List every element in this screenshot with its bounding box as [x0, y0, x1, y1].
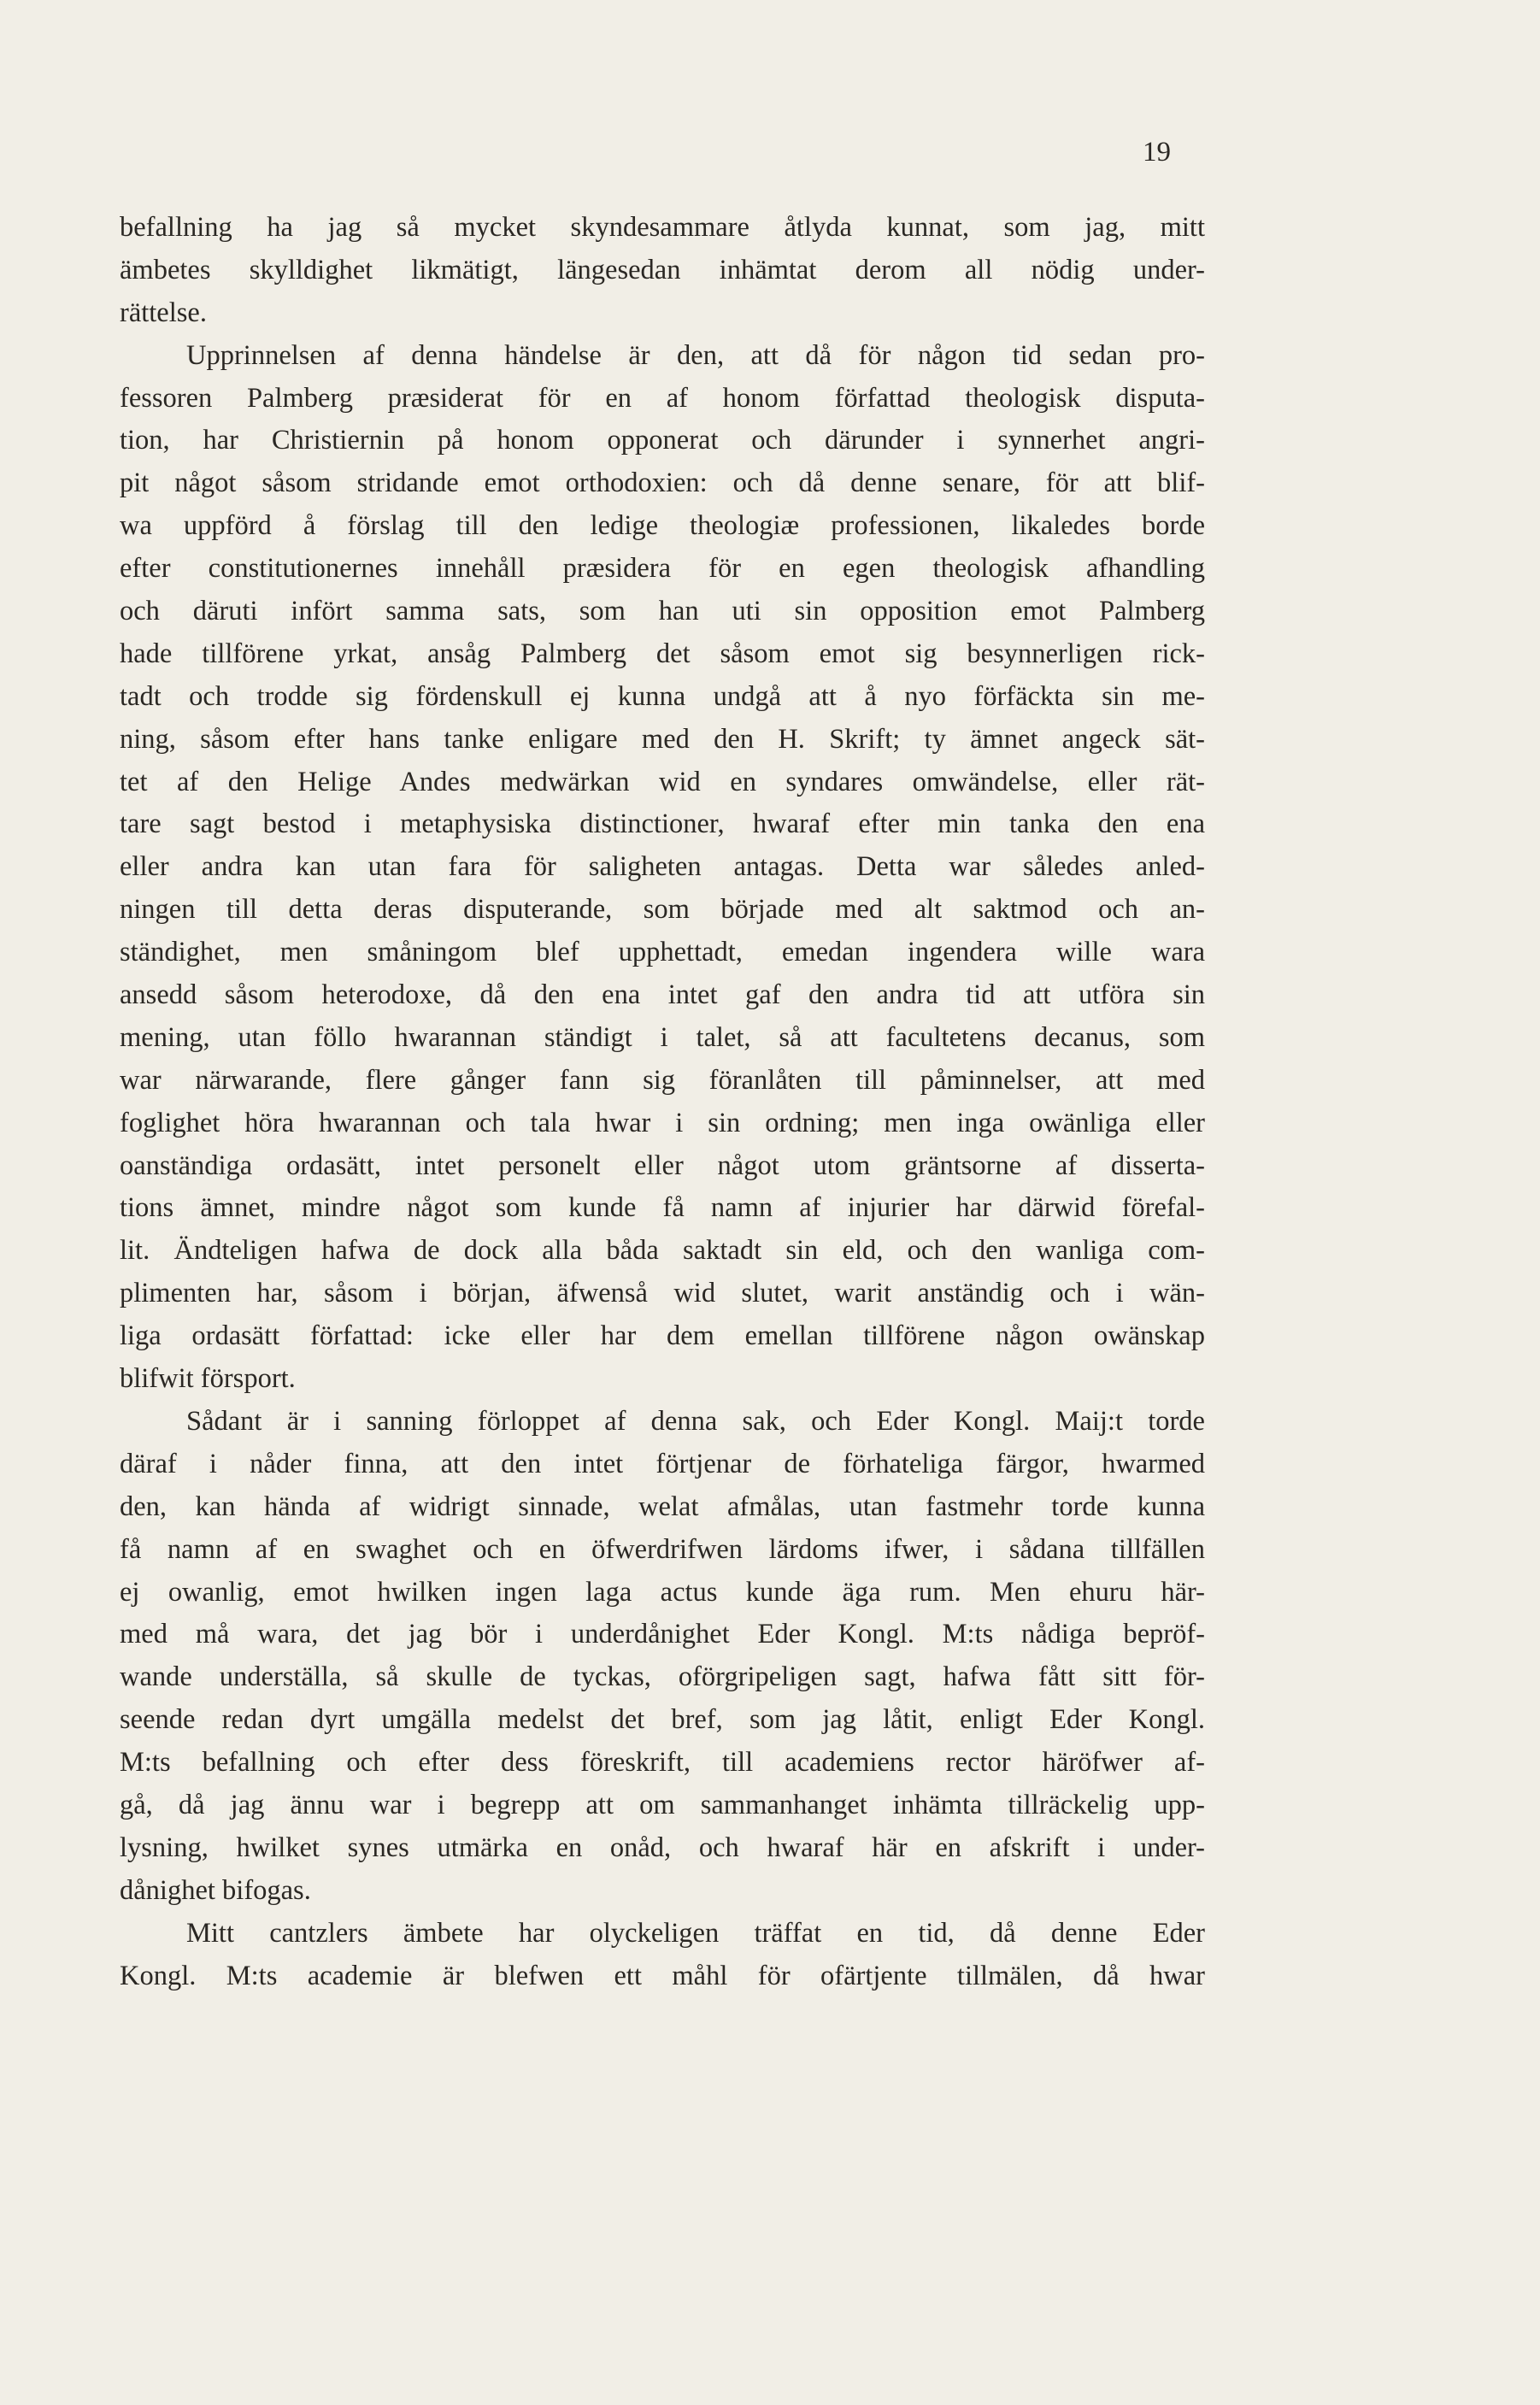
text-line: ej owanlig, emot hwilken ingen laga actus kunde äga rum. Men ehuru här- [120, 1576, 1205, 1608]
text-line: Kongl. M:ts academie är blefwen ett måhl för ofärtjente tillmälen, då hwar [120, 1960, 1205, 1991]
text-line: Sådant är i sanning förloppet af denna sak, och Eder Kongl. Maij:t torde [186, 1405, 1205, 1437]
text-line: dånighet bifogas. [120, 1874, 311, 1906]
text-line: lit. Ändteligen hafwa de dock alla båda saktadt sin eld, och den wanliga com- [120, 1235, 1205, 1267]
text-line: tare sagt bestod i metaphysiska distinctioner, hwaraf efter min tanka den ena [120, 809, 1205, 840]
text-line: ansedd såsom heterodoxe, då den ena intet gaf den andra tid att utföra sin [120, 979, 1205, 1011]
text-line: seende redan dyrt umgälla medelst det bref, som jag låtit, enligt Eder Kongl. [120, 1704, 1205, 1736]
text-line: eller andra kan utan fara för saligheten antagas. Detta war således anled- [120, 851, 1205, 883]
text-line: den, kan hända af widrigt sinnade, welat afmålas, utan fastmehr torde kunna [120, 1491, 1205, 1522]
text-line: Mitt cantzlers ämbete har olyckeligen träffat en tid, då denne Eder [186, 1917, 1205, 1949]
text-line: rättelse. [120, 297, 207, 328]
text-line: M:ts befallning och efter dess föreskrift, till academiens rector häröfwer af- [120, 1747, 1205, 1779]
text-line: ständighet, men småningom blef upphettadt, emedan ingendera wille wara [120, 937, 1205, 968]
text-line: wande underställa, så skulle de tyckas, oförgripeligen sagt, hafwa fått sitt för- [120, 1661, 1205, 1693]
text-line: mening, utan föllo hwarannan ständigt i talet, så att facultetens decanus, som [120, 1021, 1205, 1053]
text-line: ämbetes skylldighet likmätigt, längesedan inhämtat derom all nödig under- [120, 254, 1205, 285]
text-line: befallning ha jag så mycket skyndesammare åtlyda kunnat, som jag, mitt [120, 212, 1205, 243]
text-line: hade tillförene yrkat, ansåg Palmberg det såsom emot sig besynnerligen rick- [120, 638, 1205, 669]
text-line: gå, då jag ännu war i begrepp att om sammanhanget inhämta tillräckelig upp- [120, 1789, 1205, 1820]
text-line: däraf i nåder finna, att den intet förtjenar de förhateliga färgor, hwarmed [120, 1448, 1205, 1479]
text-line: tadt och trodde sig fördenskull ej kunna undgå att å nyo förfäckta sin me- [120, 680, 1205, 712]
text-line: tion, har Christiernin på honom opponerat och därunder i synnerhet angri- [120, 425, 1205, 456]
text-line: war närwarande, flere gånger fann sig föranlåten till påminnelser, att med [120, 1064, 1205, 1096]
text-line: plimenten har, såsom i början, äfwenså wid slutet, warit anständig och i wän- [120, 1278, 1205, 1309]
text-line: blifwit försport. [120, 1363, 296, 1395]
text-line: fessoren Palmberg præsiderat för en af honom författad theologisk disputa- [120, 382, 1205, 414]
text-line: efter constitutionernes innehåll præsidera för en egen theologisk afhandling [120, 553, 1205, 585]
text-line: med må wara, det jag bör i underdånighet Eder Kongl. M:ts nådiga bepröf- [120, 1619, 1205, 1650]
body-text [120, 207, 1205, 1997]
text-line: Upprinnelsen af denna händelse är den, att då för någon tid sedan pro- [186, 339, 1205, 371]
text-line: lysning, hwilket synes utmärka en onåd, och hwaraf här en afskrift i under- [120, 1832, 1205, 1863]
text-line: och däruti infört samma sats, som han uti sin opposition emot Palmberg [120, 596, 1205, 627]
text-line: tions ämnet, mindre något som kunde få namn af injurier har därwid förefal- [120, 1192, 1205, 1224]
text-line: foglighet höra hwarannan och tala hwar i sin ordning; men inga owänliga eller [120, 1107, 1205, 1138]
text-line: få namn af en swaghet och en öfwerdrifwen lärdoms ifwer, i sådana tillfällen [120, 1533, 1205, 1565]
text-line: ningen till detta deras disputerande, som började med alt saktmod och an- [120, 894, 1205, 926]
text-line: ning, såsom efter hans tanke enligare med den H. Skrift; ty ämnet angeck sät- [120, 723, 1205, 755]
page-number: 19 [1143, 137, 1171, 168]
text-line: tet af den Helige Andes medwärkan wid en syndares omwändelse, eller rät- [120, 766, 1205, 797]
text-line: pit något såsom stridande emot orthodoxien: och då denne senare, för att blif- [120, 467, 1205, 499]
text-line: liga ordasätt författad: icke eller har dem emellan tillförene någon owänskap [120, 1320, 1205, 1352]
text-line: wa uppförd å förslag till den ledige theologiæ professionen, likaledes borde [120, 510, 1205, 542]
text-line: oanständiga ordasätt, intet personelt eller något utom gräntsorne af disserta- [120, 1150, 1205, 1181]
